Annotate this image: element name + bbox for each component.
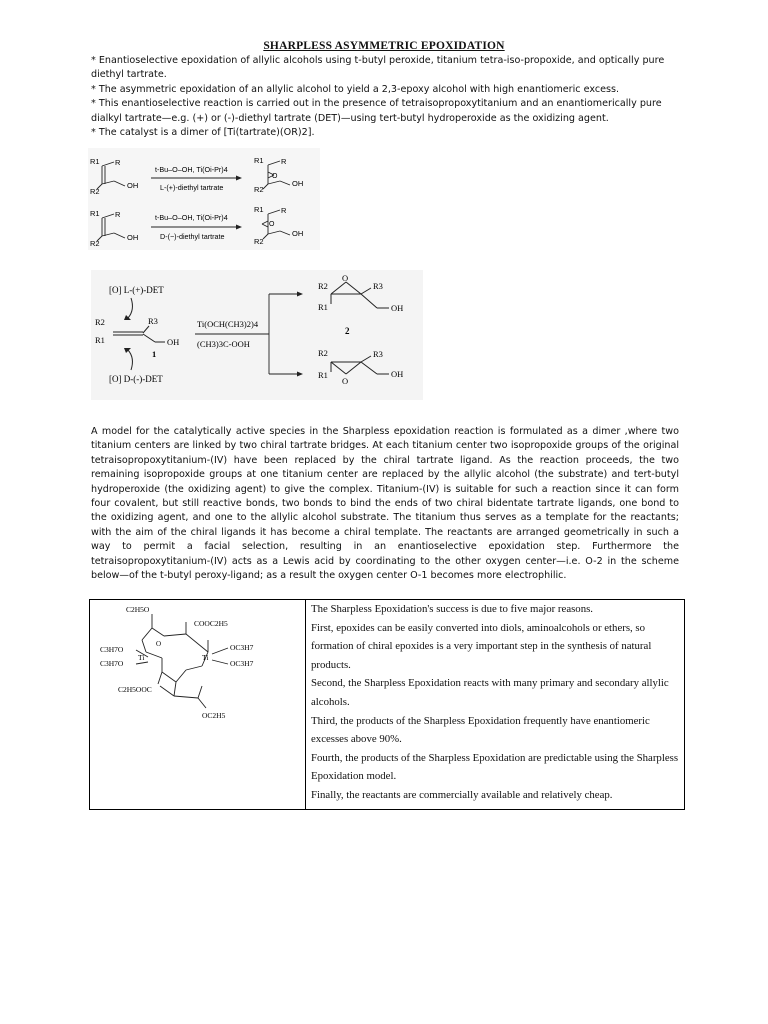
scheme2-bottom-product-r1: R1 xyxy=(318,370,328,380)
scheme1-top-r2: R2 xyxy=(90,187,100,196)
scheme1-bottom-product-r2: R2 xyxy=(254,237,264,246)
scheme2-face-bottom: [O] D-(-)-DET xyxy=(109,374,163,384)
reasons-intro: The Sharpless Epoxidation's success is due to five major reasons. xyxy=(311,603,594,615)
reaction-scheme-2-figure xyxy=(91,270,423,400)
reaction-scheme-1 xyxy=(88,148,320,255)
intro-bullet-1: * Enantioselective epoxidation of allylic alcohols using t-butyl peroxide, titanium tetra-iso-propoxide, and optically pure diethyl tartrate. xyxy=(91,55,665,81)
catalyst-label-oc2h5: OC2H5 xyxy=(202,711,226,720)
scheme1-bottom-product-r1: R1 xyxy=(254,205,264,214)
catalyst-label-c2h5ooc: C2H5OOC xyxy=(118,685,152,694)
scheme2-label-1: 1 xyxy=(152,349,157,359)
scheme2-label-2: 2 xyxy=(345,326,350,336)
scheme1-bottom-product-o: O xyxy=(269,221,275,228)
intro-bullet-3: * This enantioselective reaction is carried out in the presence of tetraisopropoxytitanium and an enantiomerically pure dialkyl tartrate—e.g. (+) or (-)-diethyl tartrate (DET)—using tert-butyl hydroperoxide as the oxidizing agent. xyxy=(91,98,662,124)
catalyst-label-c2h5o: C2H5O xyxy=(126,605,150,614)
scheme1-top-product-r: R xyxy=(281,157,287,166)
scheme1-top-product-r2: R2 xyxy=(254,185,264,194)
model-paragraph: A model for the catalytically active species in the Sharpless epoxidation reaction is formulated as a dimer ,where two titanium centers are linked by two chiral tartrate bridges. At each titanium center two isopropoxide groups of the original tetraisopropoxytitanium-(IV) have been replaced by the chiral tartrate ligand. As the reaction proceeds, the two remaining isopropoxide groups at one titanium center are replaced by the allylic alcohol (the substrate) and tert-butyl hydroperoxide (the oxidizing agent) to give the complex. Titanium-(IV) is suitable for such a reaction since it can form four covalent, but still reactive bonds, two bonds to bind the ends of two chiral bidentate tartrate ligands, one bond to the oxidizing agent, and one to the allylic alcohol substrate. The titanium thus serves as a template for the reactants; with the aim of the chiral ligands it has become a chiral template. The reactants are arranged geometrically in such a way to permit a facial selection, resulting in an enantioselective epoxidation step. Furthermore the tetraisopropoxytitanium-(IV) acts as a Lewis acid by coordinating to the other oxygen center—i.e. O-2 in the scheme below—of the t-butyl peroxy-ligand; as a result the oxygen center O-1 becomes more electrophilic. xyxy=(91,426,679,582)
reason-first: First, epoxides can be easily converted into diols, aminoalcohols or ethers, so formation of chiral epoxides is a very important step in the synthesis of natural products. xyxy=(311,621,652,671)
catalyst-label-ti-right: Ti xyxy=(202,653,209,662)
catalyst-label-cooc2h5: COOC2H5 xyxy=(194,619,228,628)
reasons-table xyxy=(89,599,685,810)
scheme2-face-top: [O] L-(+)-DET xyxy=(109,285,164,295)
reaction-scheme-2 xyxy=(91,270,423,405)
scheme2-reactant-oh: OH xyxy=(167,337,180,347)
scheme2-bottom-product-o: O xyxy=(342,376,349,386)
scheme1-top-product-o: O xyxy=(272,173,278,180)
scheme1-bottom-reagent: t-Bu–O–OH, Ti(Oi-Pr)4 xyxy=(155,213,228,222)
scheme2-top-product-oh: OH xyxy=(391,303,404,313)
intro-bullet-4: * The catalyst is a dimer of [Ti(tartrate)(OR)2]. xyxy=(91,127,315,139)
catalyst-label-ti-left: Ti xyxy=(138,653,145,662)
scheme2-reactant-r1: R1 xyxy=(95,335,105,345)
reasons-cell xyxy=(311,600,683,805)
scheme1-top-r: R xyxy=(115,158,121,167)
scheme2-top-product-o: O xyxy=(342,273,349,283)
scheme1-top-r1: R1 xyxy=(90,157,100,166)
scheme2-top-product-r2: R2 xyxy=(318,281,328,291)
scheme1-top-product-r1: R1 xyxy=(254,156,264,165)
scheme2-bottom-product-r3: R3 xyxy=(373,349,383,359)
scheme1-top-reagent: t-Bu–O–OH, Ti(Oi-Pr)4 xyxy=(155,165,228,174)
scheme1-top-ligand: L-(+)-diethyl tartrate xyxy=(160,183,224,192)
catalyst-structure-cell xyxy=(90,600,305,809)
titanium-tartrate-dimer-figure xyxy=(90,600,305,809)
reason-fifth: Finally, the reactants are commercially available and relatively cheap. xyxy=(311,788,613,801)
intro-bullet-2: * The asymmetric epoxidation of an allylic alcohol to yield a 2,3-epoxy alcohol with high enantiomeric excess. xyxy=(91,83,620,95)
scheme1-bottom-r1: R1 xyxy=(90,209,100,218)
scheme2-reactant-r3: R3 xyxy=(148,316,158,326)
page-title: SHARPLESS ASYMMETRIC EPOXIDATION xyxy=(263,40,505,52)
catalyst-label-c3h7o-b: C3H7O xyxy=(100,659,124,668)
scheme1-bottom-product-oh: OH xyxy=(292,229,304,238)
catalyst-label-c3h7o-a: C3H7O xyxy=(100,645,124,654)
scheme2-reagent-2: (CH3)3C-OOH xyxy=(197,339,250,349)
scheme2-bottom-product-oh: OH xyxy=(391,369,404,379)
scheme2-top-product-r3: R3 xyxy=(373,281,383,291)
reason-fourth: Fourth, the products of the Sharpless Epoxidation are predictable using the Sharpless Epoxidation model. xyxy=(311,751,679,783)
scheme2-reactant-r2: R2 xyxy=(95,317,105,327)
scheme1-bottom-ligand: D-(−)-diethyl tartrate xyxy=(160,232,225,241)
scheme1-bottom-product-r: R xyxy=(281,206,287,215)
table-column-divider xyxy=(305,600,306,809)
catalyst-label-oc3h7-a: OC3H7 xyxy=(230,643,254,652)
scheme2-bottom-product-r2: R2 xyxy=(318,348,328,358)
scheme1-bottom-r2: R2 xyxy=(90,239,100,248)
reason-second: Second, the Sharpless Epoxidation reacts with many primary and secondary allylic alcohols. xyxy=(311,677,669,708)
catalyst-label-o: O xyxy=(156,640,162,648)
reason-third: Third, the products of the Sharpless Epoxidation frequently have enantiomeric excesses above 90%. xyxy=(311,714,650,746)
scheme2-reagent-1: Ti(OCH(CH3)2)4 xyxy=(197,319,259,329)
scheme1-top-oh: OH xyxy=(127,181,139,190)
scheme2-top-product-r1: R1 xyxy=(318,302,328,312)
reaction-scheme-1-figure xyxy=(88,148,320,250)
scheme1-bottom-r: R xyxy=(115,210,121,219)
scheme1-bottom-oh: OH xyxy=(127,233,139,242)
catalyst-label-oc3h7-b: OC3H7 xyxy=(230,659,254,668)
intro-bullets xyxy=(91,54,681,140)
scheme1-top-product-oh: OH xyxy=(292,179,304,188)
